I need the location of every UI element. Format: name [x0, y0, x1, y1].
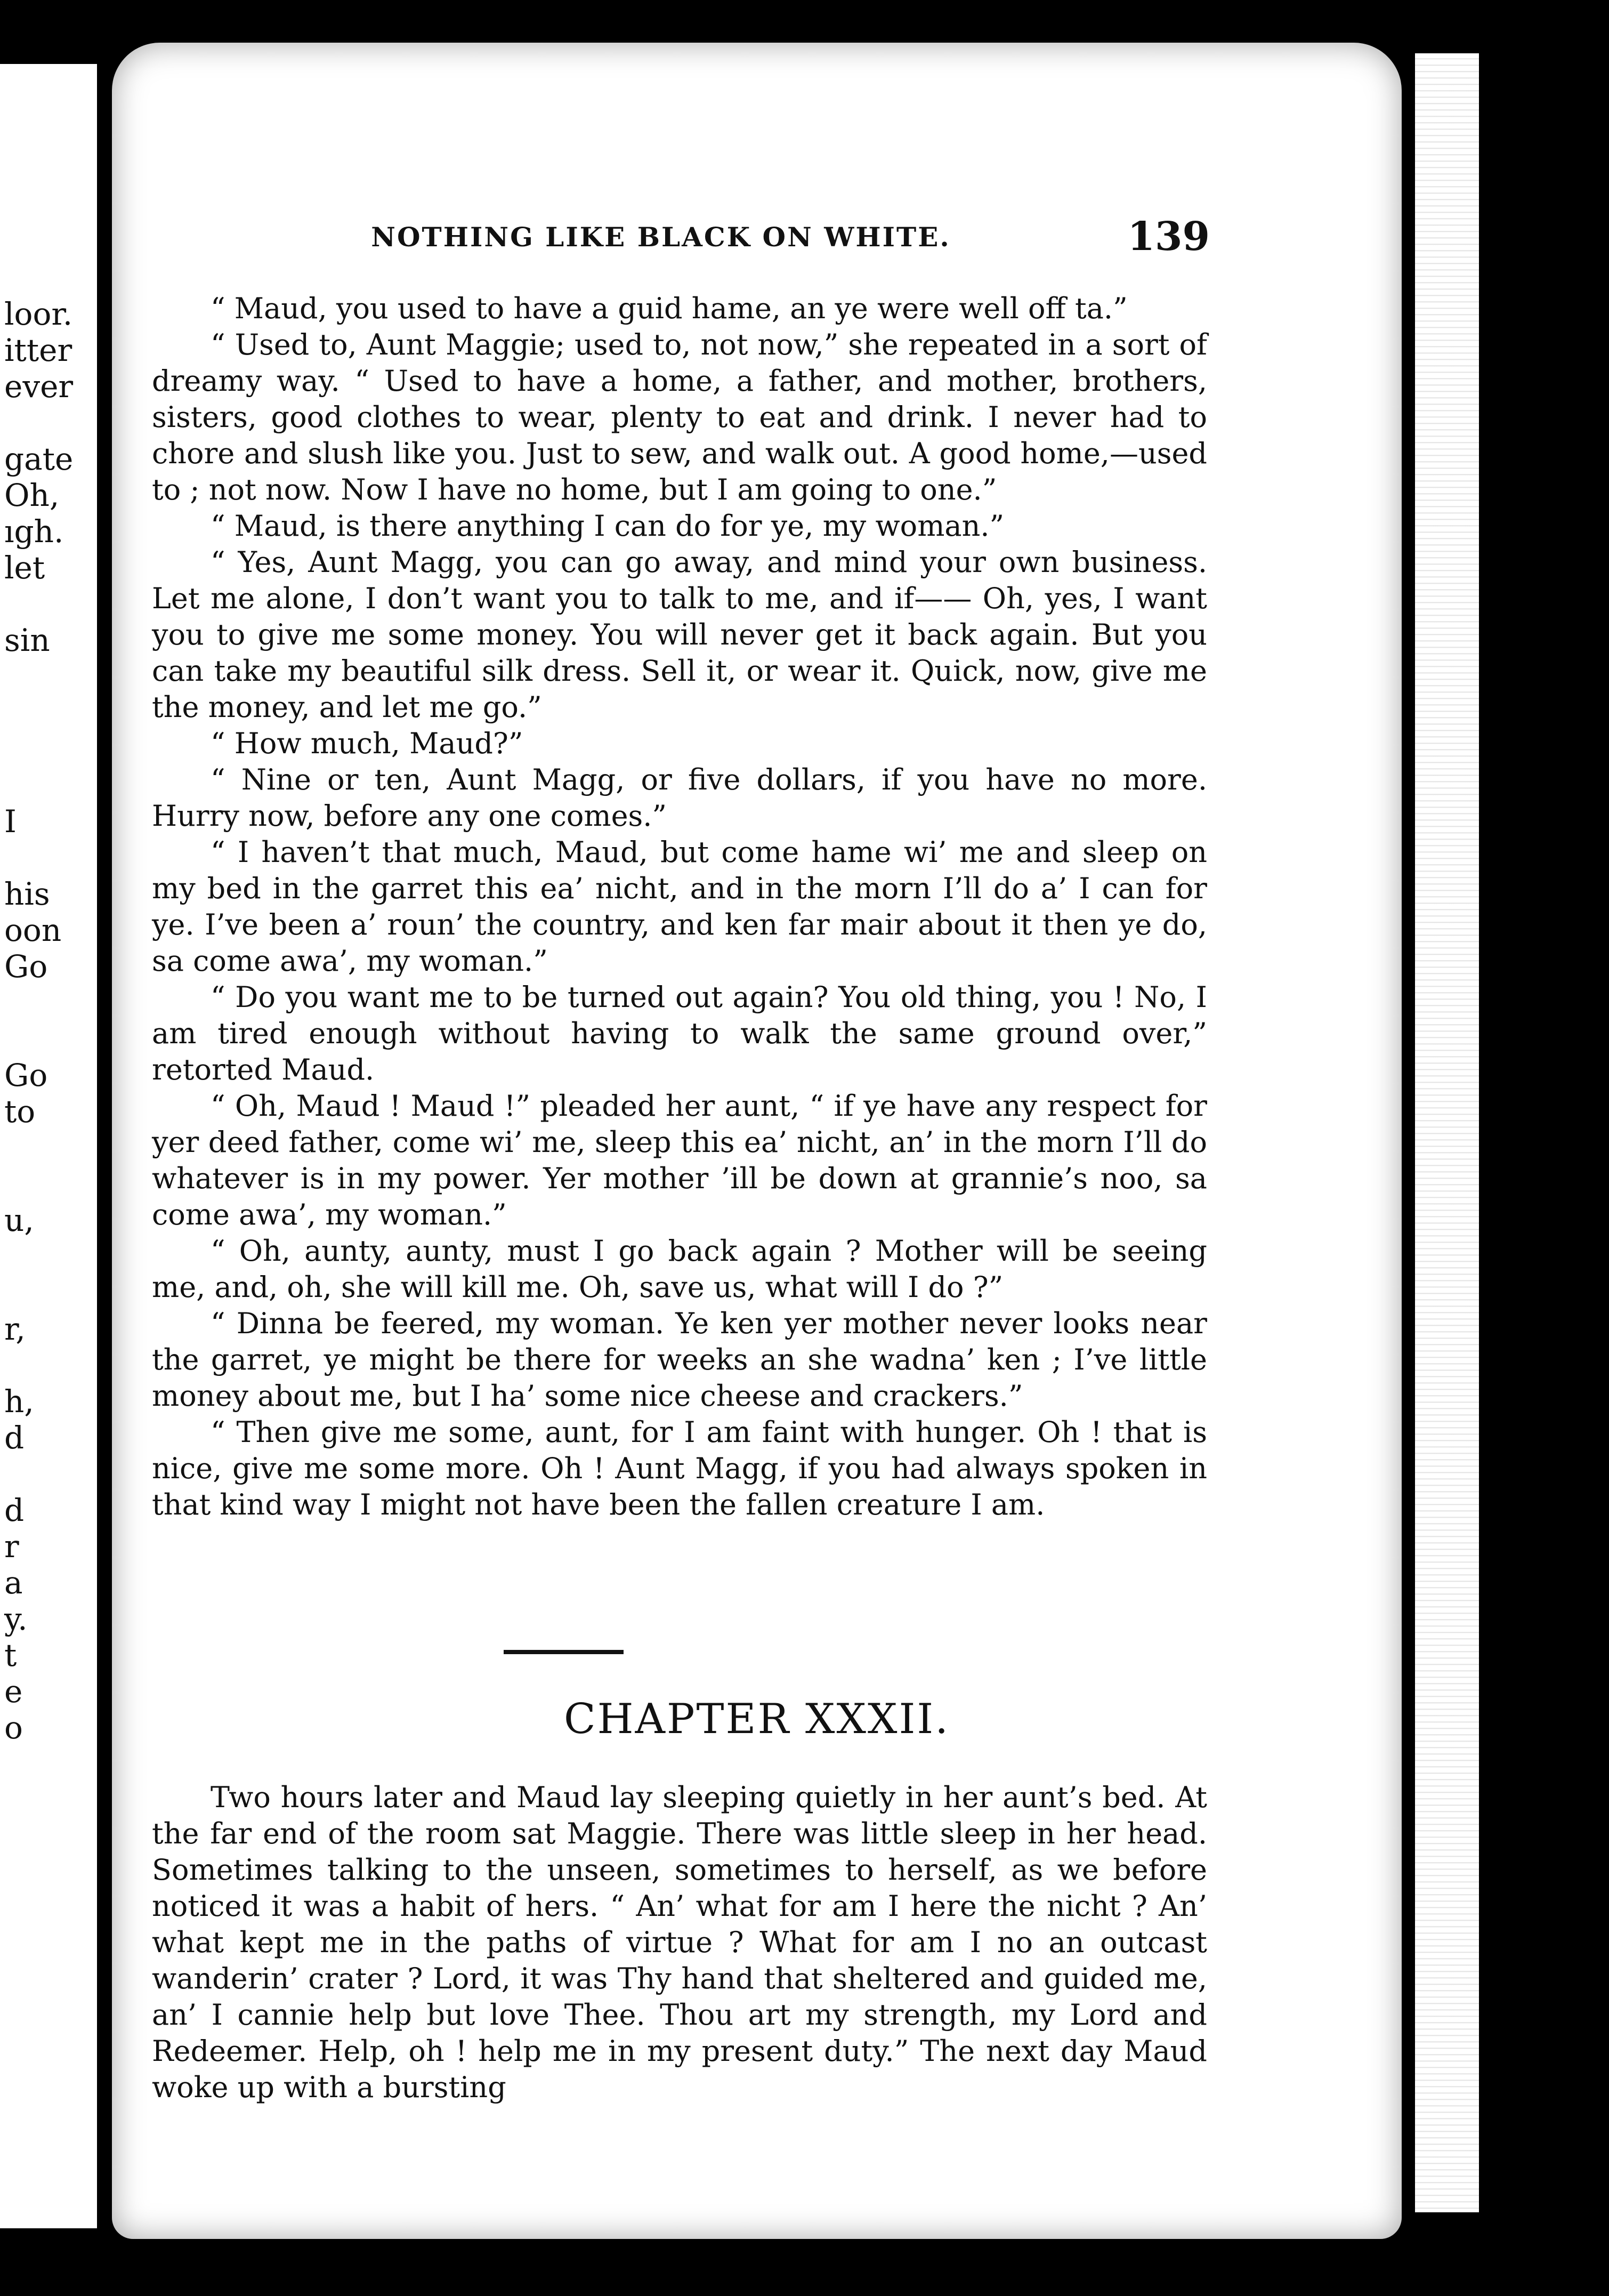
adjacent-page-fragment: r, [4, 1311, 26, 1347]
paragraph: “ Oh, aunty, aunty, must I go back again ? Mother will be seeing me, and, oh, she will kill me. Oh, save us, what will I do ?” [152, 1234, 1207, 1304]
adjacent-page-fragment: loor. [4, 296, 73, 332]
chapter-heading: CHAPTER XXXII. [563, 1695, 950, 1743]
adjacent-page-fragment: o [4, 1710, 23, 1746]
adjacent-page-fragment: to [4, 1093, 36, 1130]
chapter-opening [152, 1779, 1207, 2106]
adjacent-page-fragment: a [4, 1565, 23, 1601]
paragraph: “ Do you want me to be turned out again? You old thing, you ! No, I am tired enough without having to walk the same ground over,” retorted Maud. [152, 980, 1207, 1086]
gutter-texture [1415, 53, 1479, 2212]
adjacent-page-fragment: Oh, [4, 477, 60, 513]
adjacent-page-fragment: u, [4, 1202, 34, 1238]
section-rule [504, 1650, 624, 1654]
adjacent-page-fragment: d [4, 1492, 25, 1528]
adjacent-page-fragment: gate [4, 441, 74, 477]
running-title: NOTHING LIKE BLACK ON WHITE. [371, 221, 951, 253]
adjacent-page-fragment: itter [4, 332, 72, 368]
running-head [250, 214, 1210, 264]
adjacent-page-fragment: ever [4, 368, 74, 405]
paragraph: “ Dinna be feered, my woman. Ye ken yer mother never looks near the garret, ye might be there for weeks an she wadna’ ken ; I’ve little money about me, but I ha’ some nice cheese and crackers.” [152, 1307, 1207, 1413]
adjacent-page-strip [0, 64, 101, 2228]
paragraph: “ Oh, Maud ! Maud !” pleaded her aunt, “ if ye have any respect for yer deed father, come wi’ me, sleep this ea’ nicht, an’ in the morn I’ll do whatever is in my power. Yer mother ’ill be down at grannie’s noo, sa come awa’, my woman.” [152, 1089, 1207, 1231]
adjacent-page-fragment: Go [4, 1057, 48, 1093]
paragraph: “ Then give me some, aunt, for I am faint with hunger. Oh ! that is nice, give me some more. Oh ! Aunt Magg, if you had always spoken in that kind way I might not have been the fallen creature I am. [152, 1415, 1207, 1521]
gutter-strip [1415, 53, 1479, 2212]
paragraph: “ Yes, Aunt Magg, you can go away, and mind your own business. Let me alone, I don’t want you to talk to me, and if—— Oh, yes, I want you to give me some money. You will never get it back again. But you can take my beautiful silk dress. Sell it, or wear it. Quick, now, give me the money, and let me go.” [152, 545, 1207, 724]
adjacent-page-fragment: I [4, 803, 17, 840]
adjacent-page-fragment: d [4, 1420, 25, 1456]
paragraph: “ How much, Maud?” [211, 727, 523, 760]
adjacent-page-fragment: y. [4, 1601, 28, 1637]
adjacent-page-fragment: t [4, 1637, 17, 1673]
adjacent-page-fragment: ıgh. [4, 513, 64, 550]
adjacent-page-fragment: e [4, 1673, 23, 1710]
adjacent-page-fragment: oon [4, 912, 62, 948]
adjacent-page-fragment: his [4, 876, 50, 912]
adjacent-page-fragment: sin [4, 622, 50, 658]
adjacent-page-fragment: r [4, 1528, 19, 1565]
paragraph: “ Nine or ten, Aunt Magg, or five dollars, if you have no more. Hurry now, before any one comes.” [152, 763, 1207, 833]
paragraph: “ Used to, Aunt Maggie; used to, not now,” she repeated in a sort of dreamy way. “ Used to have a home, a father, and mother, brothers, sisters, good clothes to wear, plenty to eat and drink. I never had to chore and slush like you. Just to sew, and walk out. A good home,—used to ; not now. Now I have no home, but I am going to one.” [152, 328, 1207, 506]
paragraph: “ Maud, is there anything I can do for ye, my woman.” [211, 509, 1005, 543]
adjacent-page-fragment: Go [4, 948, 48, 985]
paragraph: “ Maud, you used to have a guid hame, an ye were well off ta.” [211, 292, 1128, 325]
adjacent-page-fragment: let [4, 550, 45, 586]
paragraph: “ I haven’t that much, Maud, but come hame wi’ me and sleep on my bed in the garret this ea’ nicht, and in the morn I’ll do a’ I can for ye. I’ve been a’ roun’ the country, and ken far mair about it then ye do, sa come awa’, my woman.” [152, 835, 1207, 978]
chapter-body [152, 291, 1207, 1523]
adjacent-page-fragment: h, [4, 1383, 34, 1420]
page-number: 139 [1127, 214, 1210, 260]
paragraph: Two hours later and Maud lay sleeping quietly in her aunt’s bed. At the far end of the room sat Maggie. There was little sleep in her head. Sometimes talking to the unseen, sometimes to herself, as we before noticed it was a habit of hers. “ An’ what for am I here the nicht ? An’ what kept me in the paths of virtue ? What for am I no an outcast wanderin’ crater ? Lord, it was Thy hand that sheltered and guided me, an’ I cannie help but love Thee. Thou art my strength, my Lord and Redeemer. Help, oh ! help me in my present duty.” The next day Maud woke up with a bursting [152, 1781, 1207, 2104]
